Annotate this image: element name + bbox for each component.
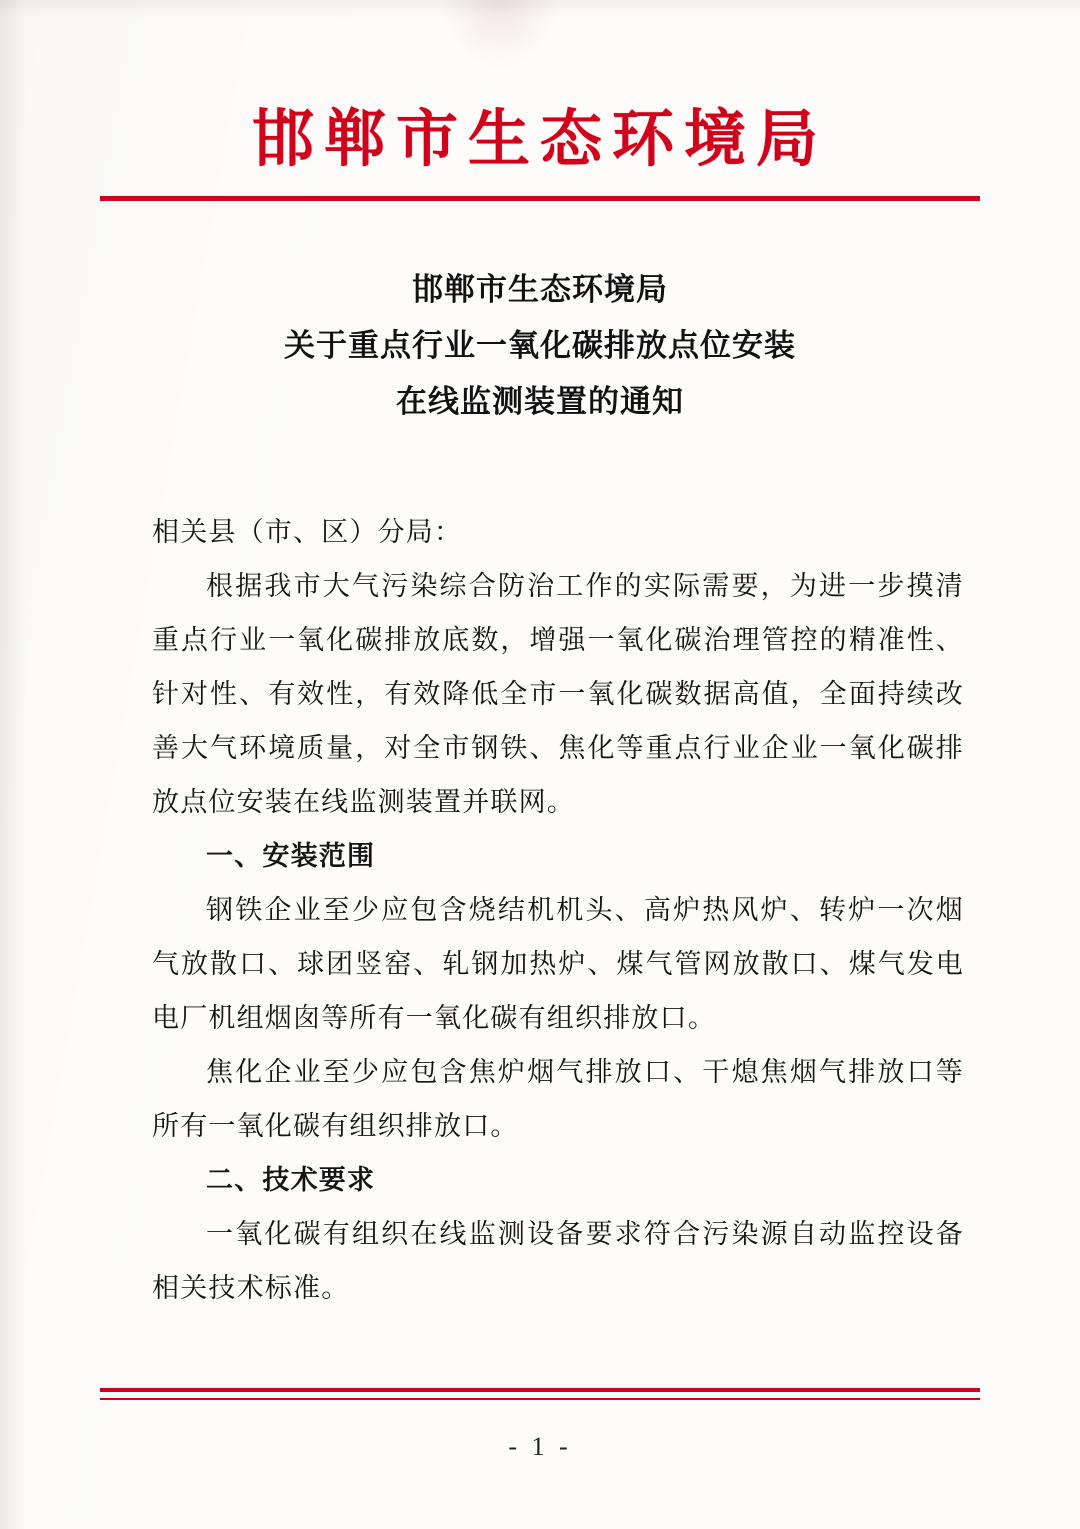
scan-smudge bbox=[440, 0, 560, 70]
document-title bbox=[0, 262, 1080, 430]
scan-edge-shadow bbox=[0, 0, 26, 1529]
footer-rule-thin bbox=[100, 1398, 980, 1400]
document-title-line-1: 邯郸市生态环境局 bbox=[412, 272, 668, 307]
footer-rule-thick bbox=[100, 1388, 980, 1392]
section-one-paragraph-1: 钢铁企业至少应包含烧结机机头、高炉热风炉、转炉一次烟气放散口、球团竖窑、轧钢加热炉、煤气管网放散口、煤气发电电厂机组烟囱等所有一氧化碳有组织排放口。 bbox=[152, 895, 964, 1033]
section-one-paragraph-2: 焦化企业至少应包含焦炉烟气排放口、干熄焦烟气排放口等所有一氧化碳有组织排放口。 bbox=[152, 1057, 964, 1141]
issuing-authority-title: 邯郸市生态环境局 bbox=[251, 102, 828, 175]
scan-top-shadow bbox=[0, 0, 1080, 18]
masthead bbox=[0, 102, 1080, 201]
document-title-line-3: 在线监测装置的通知 bbox=[396, 384, 684, 419]
salutation: 相关县（市、区）分局： bbox=[152, 517, 463, 547]
body-paragraph: 根据我市大气污染综合防治工作的实际需要，为进一步摸清重点行业一氧化碳排放底数，增强一氧化碳治理管控的精准性、针对性、有效性，有效降低全市一氧化碳数据高值，全面持续改善大气环境质量，对全市钢铁、焦化等重点行业企业一氧化碳排放点位安装在线监测装置并联网。 bbox=[152, 571, 964, 817]
document-body bbox=[152, 505, 964, 1315]
page-number: - 1 - bbox=[508, 1432, 572, 1461]
section-two-paragraph-1: 一氧化碳有组织在线监测设备要求符合污染源自动监控设备相关技术标准。 bbox=[152, 1219, 964, 1303]
section-heading-one: 一、安装范围 bbox=[206, 841, 376, 871]
section-heading-two: 二、技术要求 bbox=[206, 1165, 376, 1195]
document-title-line-2: 关于重点行业一氧化碳排放点位安装 bbox=[284, 328, 796, 363]
masthead-rule bbox=[100, 196, 980, 201]
